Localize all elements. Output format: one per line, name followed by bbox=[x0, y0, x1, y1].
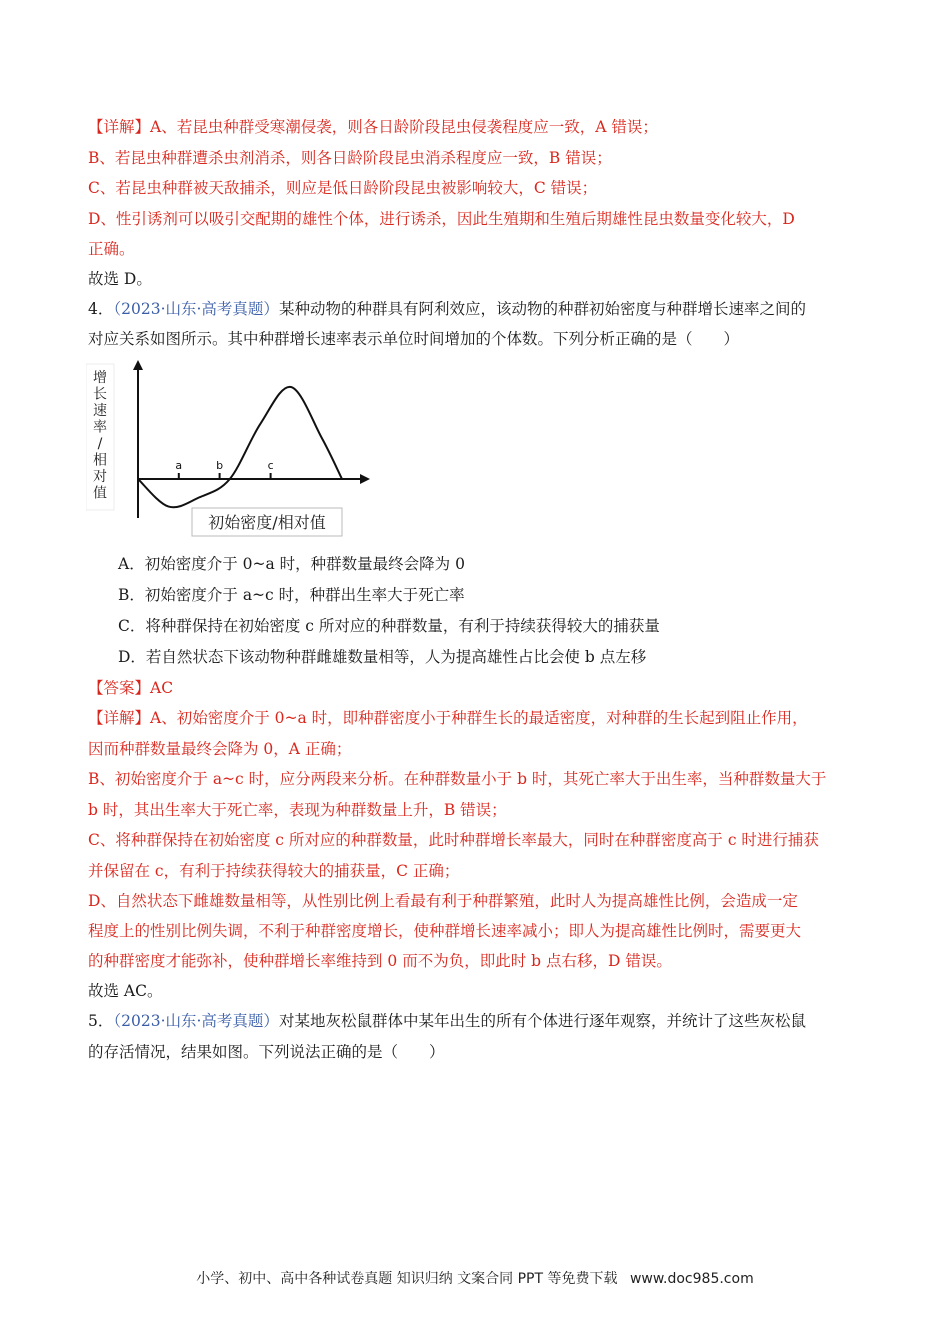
q4-stem-line1 bbox=[88, 298, 806, 320]
y-axis-label-char: 速 bbox=[93, 403, 107, 419]
y-axis-label-char: 对 bbox=[93, 469, 107, 485]
q4-stem-text: 某种动物的种群具有阿利效应，该动物的种群初始密度与种群增长速率之间的 bbox=[278, 300, 806, 318]
q4-analysis-line: B、初始密度介于 a~c 时，应分两段来分析。在种群数量小于 b 时，其死亡率大于出生率，当种群数量大于 bbox=[88, 770, 827, 788]
y-axis-label-char: 率 bbox=[93, 419, 107, 436]
q4-analysis-line: 因而种群数量最终会降为 0，A 正确； bbox=[88, 740, 352, 758]
footer-text: 小学、初中、高中各种试卷真题 知识归纳 文案合同 PPT 等免费下载 bbox=[196, 1271, 618, 1287]
y-axis-label-char: 值 bbox=[93, 485, 107, 502]
marker-label-c: c bbox=[267, 459, 274, 472]
option-d: D．若自然状态下该动物种群雌雄数量相等，人为提高雄性占比会使 b 点左移 bbox=[118, 648, 647, 666]
q4-analysis-line: b 时，其出生率大于死亡率，表现为种群数量上升，B 错误； bbox=[88, 801, 507, 819]
q4-stem-line2: 对应关系如图所示。其中种群增长速率表示单位时间增加的个体数。下列分析正确的是（ ） bbox=[88, 330, 740, 348]
q3-analysis-line: C、若昆虫种群被天敌捕杀，则应是低日龄阶段昆虫被影响较大，C 错误； bbox=[88, 179, 598, 197]
page-footer bbox=[0, 1268, 950, 1288]
y-axis-label-char: 长 bbox=[93, 386, 107, 403]
q3-analysis-line: 【详解】A、若昆虫种群受寒潮侵袭，则各日龄阶段昆虫侵袭程度应一致，A 错误； bbox=[88, 118, 658, 136]
x-axis-arrow bbox=[360, 474, 370, 484]
q4-analysis-line: D、自然状态下雌雄数量相等，从性别比例上看最有利于种群繁殖，此时人为提高雄性比例，会造成一定 bbox=[88, 892, 798, 910]
marker-label-b: b bbox=[216, 459, 224, 472]
q3-conclusion: 故选 D。 bbox=[88, 270, 152, 288]
option-c: C．将种群保持在初始密度 c 所对应的种群数量，有利于持续获得较大的捕获量 bbox=[118, 617, 660, 635]
q4-source: （2023·山东·高考真题） bbox=[113, 300, 279, 318]
growth-rate-curve bbox=[138, 387, 342, 507]
q4-growth-rate-chart bbox=[86, 358, 376, 544]
q5-stem-line1 bbox=[88, 1010, 806, 1032]
q4-analysis-line: C、将种群保持在初始密度 c 所对应的种群数量，此时种群增长率最大，同时在种群密度高于 c 时进行捕获 bbox=[88, 831, 819, 849]
footer-link[interactable]: www.doc985.com bbox=[629, 1271, 754, 1287]
option-a: A．初始密度介于 0~a 时，种群数量最终会降为 0 bbox=[118, 555, 465, 573]
q5-stem-line2: 的存活情况，结果如图。下列说法正确的是（ ） bbox=[88, 1043, 445, 1061]
y-axis-label-char: 相 bbox=[93, 452, 107, 469]
q4-analysis-line: 【详解】A、初始密度介于 0~a 时，即种群密度小于种群生长的最适密度，对种群的生长起到阻止作用， bbox=[88, 709, 808, 727]
marker-label-a: a bbox=[175, 459, 183, 472]
q5-number: 5． bbox=[88, 1012, 114, 1030]
q4-analysis-line: 的种群密度才能弥补，使种群增长率维持到 0 而不为负，即此时 b 点右移，D 错误。 bbox=[88, 952, 672, 970]
q4-analysis-line: 并保留在 c，有利于持续获得较大的捕获量，C 正确； bbox=[88, 862, 460, 880]
q4-number: 4． bbox=[88, 300, 114, 318]
q4-answer: 【答案】AC bbox=[88, 679, 174, 697]
q4-analysis-line: 程度上的性别比例失调，不利于种群密度增长，使种群增长速率减小；即人为提高雄性比例时，需要更大 bbox=[88, 922, 802, 940]
q4-conclusion: 故选 AC。 bbox=[88, 982, 163, 1000]
option-b: B．初始密度介于 a~c 时，种群出生率大于死亡率 bbox=[118, 586, 465, 604]
q5-stem-text: 对某地灰松鼠群体中某年出生的所有个体进行逐年观察，并统计了这些灰松鼠 bbox=[278, 1012, 806, 1030]
q3-analysis-line: 正确。 bbox=[88, 240, 135, 258]
q3-analysis-line: B、若昆虫种群遭杀虫剂消杀，则各日龄阶段昆虫消杀程度应一致，B 错误； bbox=[88, 149, 612, 167]
y-axis-arrow bbox=[133, 360, 143, 370]
q5-source: （2023·山东·高考真题） bbox=[113, 1012, 279, 1030]
y-axis-label-char: / bbox=[97, 436, 103, 452]
y-axis-label-char: 增 bbox=[93, 370, 107, 386]
q3-analysis-line: D、性引诱剂可以吸引交配期的雄性个体，进行诱杀，因此生殖期和生殖后期雄性昆虫数量变化较大，D bbox=[88, 210, 795, 228]
x-axis-label: 初始密度/相对值 bbox=[208, 513, 326, 532]
